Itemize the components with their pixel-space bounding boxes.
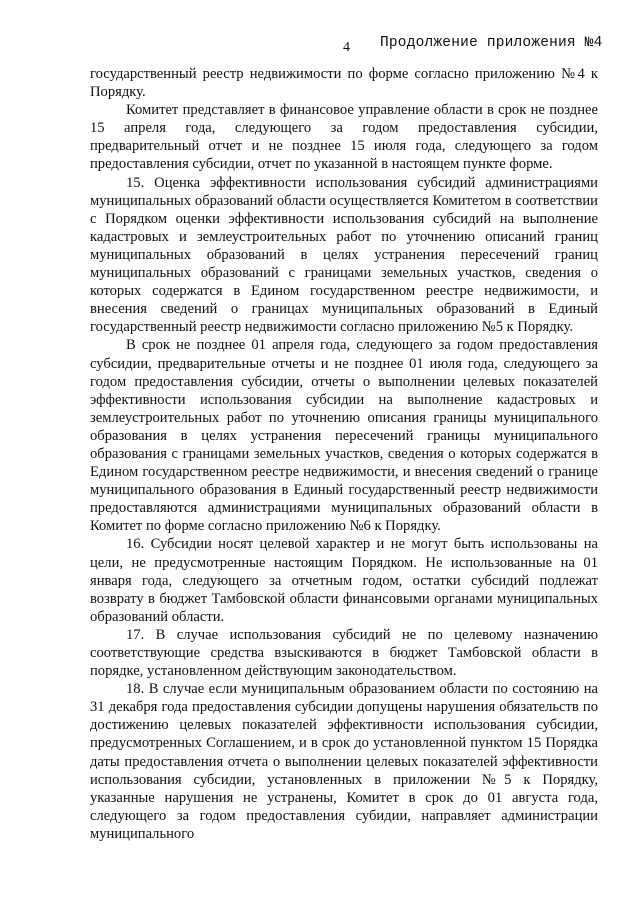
paragraph-deadline-reports: В срок не позднее 01 апреля года, следующего за годом предоставления субсидии, предварительные отчеты и не позднее 01 июля года, следующего за годом предоставления субсидии, отчеты о выполнении целевых показателей эффективности использования субсидии на выполнение кадастровых и землеустроительных работ по уточнению описания границы муниципального образования в целях устранения пересечений границы муниципального образования с границами земельных участков, сведения о которых содержатся в Едином государственном реестре недвижимости, и внесения сведений о границе муниципального образования в Единый государственный реестр недвижимости предоставляются администрациями муниципальных образований области в Комитет по форме согласно приложению №6 к Порядку. (90, 337, 598, 535)
paragraph-16: 16. Субсидии носят целевой характер и не могут быть использованы на цели, не предусмотренные настоящим Порядком. Не использованные на 01 января года, следующего за отчетным годом, остатки субсидий подлежат возврату в бюджет Тамбовской области финансовыми органами муниципальных образований области. (90, 536, 598, 625)
paragraph-continuation: государственный реестр недвижимости по форме согласно приложению №4 к Порядку. (90, 66, 598, 101)
paragraph-committee-report: Комитет представляет в финансовое управление области в срок не позднее 15 апреля года, следующего за годом предоставления субсидии, предварительный отчет и не позднее 15 июля года, следующего за годом предоставления субсидии, отчет по указанной в настоящем пункте форме. (90, 102, 598, 173)
paragraph-15: 15. Оценка эффективности использования субсидий администрациями муниципальных образований области осуществляется Комитетом в соответствии с Порядком оценки эффективности использования субсидий на выполнение кадастровых и землеустроительных работ по уточнению описаний границ муниципальных образований в целях устранения пересечений границ муниципальных образований с границами земельных участков, сведения о которых содержатся в Едином государственном реестре недвижимости, и внесения сведений о границах муниципальных образований в Единый государственный реестр недвижимости согласно приложению №5 к Порядку. (90, 174, 598, 336)
paragraph-18: 18. В случае если муниципальным образованием области по состоянию на 31 декабря года предоставления субсидии допущены нарушения обязательств по достижению целевых показателей эффективности использования субсидии, предусмотренных Соглашением, и в срок до установленной пунктом 15 Порядка даты предоставления отчета о выполнении целевых показателей эффективности использования субсидии, установленных в приложении №5 к Порядку, указанные нарушения не устранены, Комитет в срок до 01 августа года, следующего за годом предоставления субидии, направляет администрации муниципального (90, 681, 598, 842)
page-number: 4 (343, 40, 350, 55)
appendix-continuation-note: Продолжение приложения №4 (380, 35, 603, 51)
document-body (90, 65, 598, 843)
paragraph-17: 17. В случае использования субсидий не по целевому назначению соответствующие средства взыскиваются в бюджет Тамбовской области в порядке, установленном действующим законодательством. (90, 626, 598, 680)
